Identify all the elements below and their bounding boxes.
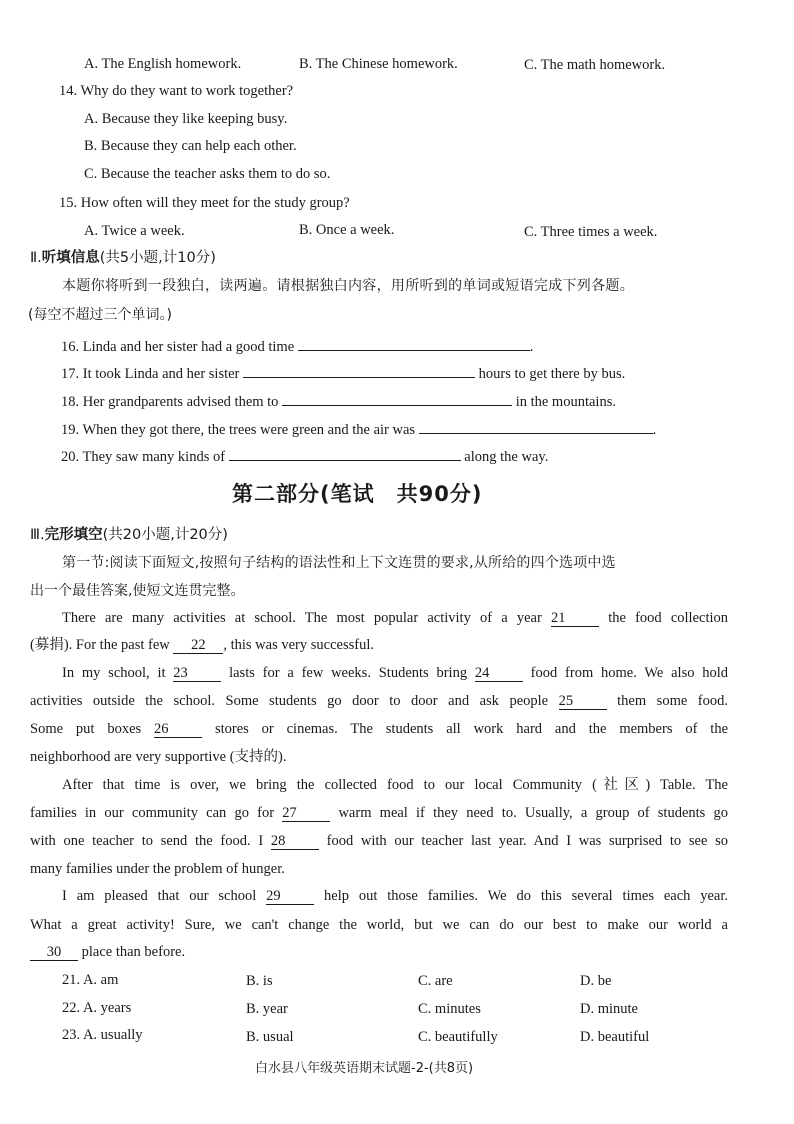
passage-p3-line3: [30, 831, 728, 851]
passage-p1-line1: [62, 608, 728, 628]
q15-stem: 15. How often will they meet for the study group?: [59, 195, 350, 211]
q22-option-a: 22. A. years: [62, 1000, 132, 1016]
passage-p4-line1: [62, 886, 728, 906]
q21-option-c: C. are: [418, 973, 453, 989]
q15-option-a: A. Twice a week.: [84, 223, 185, 239]
q15-option-b: B. Once a week.: [299, 222, 395, 238]
q18-answer-blank[interactable]: [282, 389, 512, 406]
blank-26[interactable]: 26: [154, 721, 202, 738]
passage-p1-line2: [30, 635, 374, 655]
q19-answer-blank[interactable]: [419, 417, 653, 434]
q17-text: 17. It took Linda and her sister: [61, 366, 240, 382]
q23-option-a: 23. A. usually: [62, 1027, 143, 1043]
passage-text: the food collection: [608, 610, 729, 626]
q16-text: 16. Linda and her sister had a good time: [61, 339, 295, 355]
blank-30[interactable]: 30: [30, 944, 78, 961]
passage-text: help out those families. We do this several times each year.: [324, 888, 729, 904]
q14-stem: 14. Why do they want to work together?: [59, 83, 294, 99]
section3-instruction-2: 出一个最佳答案,使短文连贯完整。: [30, 583, 245, 599]
q17: [61, 361, 625, 384]
part2-title: 第二部分(笔试 共90分): [232, 482, 483, 506]
passage-text: stores or cinemas. The students all work hard and the members of the: [214, 721, 729, 737]
q20: [61, 444, 548, 467]
q23-option-b: B. usual: [246, 1029, 294, 1045]
q22-option-b: B. year: [246, 1001, 288, 1017]
passage-text: food from home. We also hold: [530, 665, 729, 681]
q20-answer-blank[interactable]: [229, 444, 461, 461]
passage-p4-line3: [30, 942, 185, 962]
q20-text: 20. They saw many kinds of: [61, 449, 226, 465]
q16: [61, 334, 533, 357]
passage-text: with one teacher to send the food. I: [30, 833, 264, 849]
passage-text: Some put boxes: [30, 721, 142, 737]
passage-text: (募捐). For the past few: [30, 637, 170, 653]
section3-number: Ⅲ.: [30, 527, 45, 543]
section2-number: Ⅱ.: [30, 250, 42, 266]
passage-text: lasts for a few weeks. Students bring: [229, 665, 468, 681]
passage-text: place than before.: [81, 944, 186, 960]
q13-option-a: A. The English homework.: [84, 56, 242, 72]
blank-23[interactable]: 23: [173, 665, 221, 682]
q13-option-c: C. The math homework.: [524, 57, 666, 73]
q15-option-c: C. Three times a week.: [524, 224, 658, 240]
blank-25[interactable]: 25: [559, 693, 607, 710]
blank-21[interactable]: 21: [551, 610, 599, 627]
q22-option-c: C. minutes: [418, 1001, 481, 1017]
passage-p2-line2: [30, 691, 728, 711]
q19-end: .: [652, 422, 657, 438]
section2-instruction-2: (每空不超过三个单词。): [28, 307, 172, 323]
passage-text: families in our community can go for: [30, 805, 275, 821]
q13-option-b: B. The Chinese homework.: [299, 56, 458, 72]
q23-option-c: C. beautifully: [418, 1029, 498, 1045]
passage-p2-line3: [30, 719, 728, 739]
passage-text: , this was very successful.: [223, 637, 374, 653]
blank-28[interactable]: 28: [271, 833, 319, 850]
passage-p3-line2: [30, 803, 728, 823]
section3-heading: [30, 525, 228, 545]
q14-option-b: B. Because they can help each other.: [84, 138, 297, 154]
q23-option-d: D. beautiful: [580, 1029, 650, 1045]
blank-24[interactable]: 24: [475, 665, 523, 682]
q18-text: 18. Her grandparents advised them to: [61, 394, 279, 410]
passage-text: There are many activities at school. The most popular activity of a year: [62, 610, 542, 626]
section2-heading: [30, 248, 216, 268]
q19: [61, 417, 656, 440]
q19-text: 19. When they got there, the trees were green and the air was: [61, 422, 416, 438]
passage-p3-line1: After that time is over, we bring the collected food to our local Community (社区) Table. The: [62, 777, 728, 793]
section3-title: 完形填空: [44, 527, 103, 543]
section2-instruction-1: 本题你将听到一段独白，读两遍。请根据独白内容，用所听到的单词或短语完成下列各题。: [62, 278, 634, 294]
section3-info: (共20小题,计20分): [102, 527, 228, 543]
passage-text: I am pleased that our school: [62, 888, 257, 904]
q22-option-d: D. minute: [580, 1001, 638, 1017]
section3-instruction-1: 第一节:阅读下面短文,按照句子结构的语法性和上下文连贯的要求,从所给的四个选项中选: [62, 555, 616, 571]
q16-end: .: [529, 339, 534, 355]
q17-end: hours to get there by bus.: [478, 366, 626, 382]
page-footer: 白水县八年级英语期末试题-2-(共8页): [255, 1061, 474, 1076]
q14-option-a: A. Because they like keeping busy.: [84, 111, 288, 127]
q18-end: in the mountains.: [515, 394, 616, 410]
q21-option-b: B. is: [246, 973, 273, 989]
passage-text: In my school, it: [62, 665, 166, 681]
q21-option-a: 21. A. am: [62, 972, 119, 988]
q17-answer-blank[interactable]: [243, 361, 475, 378]
blank-27[interactable]: 27: [282, 805, 330, 822]
passage-p3-line4: many families under the problem of hunger.: [30, 861, 285, 877]
passage-text: activities outside the school. Some students go door to door and ask people: [30, 693, 549, 709]
passage-p2-line4: neighborhood are very supportive (支持的).: [30, 749, 287, 765]
q18: [61, 389, 616, 412]
passage-text: food with our teacher last year. And I was surprised to see so: [326, 833, 729, 849]
blank-29[interactable]: 29: [266, 888, 314, 905]
q16-answer-blank[interactable]: [298, 334, 530, 351]
q14-option-c: C. Because the teacher asks them to do so.: [84, 166, 331, 182]
q20-end: along the way.: [464, 449, 549, 465]
blank-22[interactable]: 22: [173, 637, 223, 654]
section2-info: (共5小题,计10分): [99, 250, 216, 266]
q21-option-d: D. be: [580, 973, 612, 989]
passage-text: warm meal if they need to. Usually, a group of students go: [338, 805, 729, 821]
passage-text: them some food.: [617, 693, 729, 709]
section2-title: 听填信息: [41, 250, 100, 266]
passage-p2-line1: [62, 663, 728, 683]
passage-p4-line2: What a great activity! Sure, we can't change the world, but we can do our best to make our world a: [30, 917, 728, 933]
